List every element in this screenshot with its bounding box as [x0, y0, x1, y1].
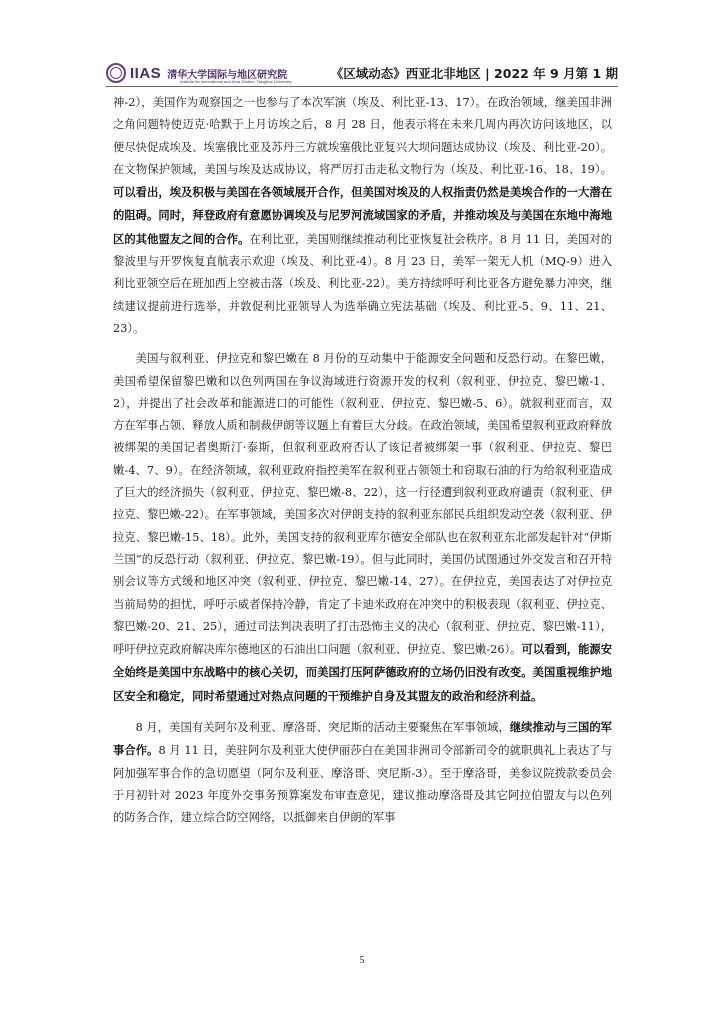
bold-text-run: 可以看出，埃及积极与美国在各领域展开合作，但美国对埃及的人权指责仍然是美埃合作的一大潜在的阻碍。同时，拜登政府有意愿协调埃及与尼罗河流域国家的矛盾，并推动埃及与美国在东地中海地区的其他盟友之间的合作。 — [113, 185, 612, 246]
page-number: 5 — [359, 955, 365, 966]
text-run: 神-2），美国作为观察国之一也参与了本次军演（埃及、利比亚-13、17）。在政治领域，继美国非洲之角问题特使迈克·哈默于上月访埃之后，8 月 28 日，他表示将在未来几周内再次访问该地区，以便尽快促成埃及、埃塞俄比亚及苏丹三方就埃塞俄比亚复兴大坝问题达成协议（埃及、利比亚-20）。在文物保护领域，美国与埃及达成协议，将严厉打击走私文物行为（埃及、利比亚-16、18、19）。 — [113, 96, 612, 176]
page-header — [106, 62, 618, 84]
bold-text-run: 可以看到，能源安全始终是美国中东战略中的核心关切，而美国打压阿萨德政府的立场仍旧没有改变。美国重视维护地区安全和稳定，同时希望通过对热点问题的干预维护自身及其盟友的政治和经济利益。 — [113, 642, 612, 703]
bold-text-run: 继续推动与三国的军事合作。 — [113, 720, 612, 758]
text-run: 8 月，美国有关阿尔及利亚、摩洛哥、突尼斯的活动主要聚焦在军事领域， — [135, 721, 510, 735]
logo-abbr: IIAS — [130, 64, 162, 82]
logo-cn: 清华大学国际与地区研究院 — [167, 69, 288, 81]
paragraph-maghreb — [113, 716, 612, 829]
paragraph-egypt-libya — [113, 92, 612, 340]
issue-title: 《区域动态》西亚北非地区 | 2022 年 9 月第 1 期 — [330, 66, 618, 81]
paragraph-syria-iraq-lebanon — [113, 348, 612, 708]
seal-icon — [106, 63, 126, 83]
text-run: 8 月 11 日，美驻阿尔及利亚大使伊丽莎白在美国非洲司令部新司令的就职典礼上表达了与阿加强军事合作的急切愿望（阿尔及利亚、摩洛哥、突尼斯-3）。至于摩洛哥，美参议院拨款委员会于月初针对 2023 年度外交事务预算案发布审查意见，建议推动摩洛哥及其它阿拉伯盟友与以色列的防务合作，建立综合防空网络，以抵御来自伊朗的军事 — [113, 744, 612, 825]
header-rule — [106, 86, 618, 87]
logo-en: Institute for International and Area Studies, Tsinghua University — [180, 79, 292, 84]
text-run: 美国与叙利亚、伊拉克和黎巴嫩在 8 月份的互动集中于能源安全问题和反恐行动。在黎巴嫩，美国希望保留黎巴嫩和以色列两国在争议海域进行资源开发的权利（叙利亚、伊拉克、黎巴嫩-1、2），并提出了社会改革和能源进口的可能性（叙利亚、伊拉克、黎巴嫩-5、6）。就叙利亚而言，双方在军事占领、释放人质和制裁伊朗等议题上有着巨大分歧。在政治领域，美国希望叙利亚政府释放被绑架的美国记者奥斯汀·泰斯，但叙利亚政府否认了该记者被绑架一事（叙利亚、伊拉克、黎巴嫩-4、7、9）。在经济领域，叙利亚政府指控美军在叙利亚占领领土和窃取石油的行为给叙利亚造成了巨大的经济损失（叙利亚、伊拉克、黎巴嫩-8、22），这一行径遭到叙利亚政府谴责（叙利亚、伊拉克、黎巴嫩-22）。在军事领域，美国多次对伊朗支持的叙利亚东部民兵组织发动空袭（叙利亚、伊拉克、黎巴嫩-15、18）。此外，美国支持的叙利亚库尔德安全部队也在叙利亚东北部发起针对“伊斯兰国”的反恐行动（叙利亚、伊拉克、黎巴嫩-19）。但与此同时，美国仍试图通过外交发言和召开特别会议等方式缓和地区冲突（叙利亚、伊拉克、黎巴嫩-14、27）。在伊拉克，美国表达了对伊拉克当前局势的担忧，呼吁示威者保持冷静，肯定了卡迪米政府在冲突中的积极表现（叙利亚、伊拉克、黎巴嫩-20、21、25），通过司法判决表明了打击恐怖主义的决心（叙利亚、伊拉克、黎巴嫩-11），呼吁伊拉克政府解决库尔德地区的石油出口问题（叙利亚、伊拉克、黎巴嫩-26）。 — [113, 352, 612, 657]
text-run: 在利比亚，美国则继续推动利比亚恢复社会秩序。8 月 11 日，美国对的黎波里与开罗恢复直航表示欢迎（埃及、利比亚-4）。8 月 23 日，美军一架无人机（MQ-9）进入利比亚领空后在班加西上空被击落（埃及、利比亚-22）。美方持续呼吁利比亚各方避免暴力冲突，继续建议提前进行选举，并敦促利比亚领导人为选举确立宪法基础（埃及、利比亚-5、9、11、21、23）。 — [113, 232, 612, 335]
institute-logo — [106, 62, 292, 84]
document-body — [113, 92, 612, 838]
